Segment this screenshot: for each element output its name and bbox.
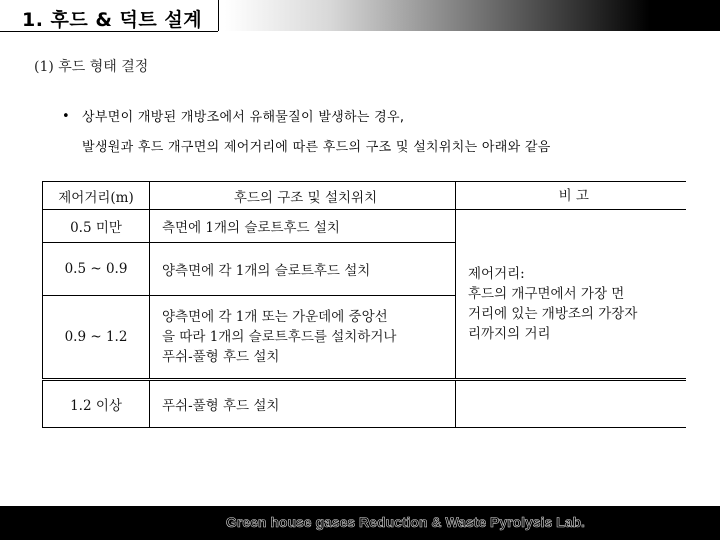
title-divider-vertical: [218, 0, 219, 31]
structure-cell: 양측면에 각 1개의 슬로트후드 설치: [150, 243, 456, 296]
distance-cell: 0.5 미만: [43, 210, 150, 243]
remark-line: 거리에 있는 개방조의 가장자: [468, 306, 638, 322]
section-heading: (1) 후드 형태 결정: [34, 59, 149, 75]
structure-cell: 푸쉬-풀형 후드 설치: [150, 380, 456, 428]
remark-line: 리까지의 거리: [468, 326, 551, 342]
header-hood-structure: 후드의 구조 및 설치위치: [150, 182, 456, 210]
table-row: [43, 210, 686, 243]
remarks-empty-cell: [456, 380, 686, 428]
remark-line: 후드의 개구면에서 가장 먼: [468, 286, 625, 302]
bullet-marker: •: [62, 109, 70, 124]
bullet-text-line-2: 발생원과 후드 개구면의 제어거리에 따른 후드의 구조 및 설치위치는 아래와 같음: [82, 140, 551, 155]
structure-line: 양측면에 각 1개 또는 가운데에 중앙선: [162, 309, 388, 325]
structure-cell: 측면에 1개의 슬로트후드 설치: [150, 210, 456, 243]
header-remarks: 비 고: [456, 182, 686, 210]
table-row: [43, 380, 686, 428]
structure-line: 을 따라 1개의 슬로트후드를 설치하거나: [162, 329, 397, 345]
header-control-distance: 제어거리(m): [43, 182, 150, 210]
distance-cell: 0.5 ~ 0.9: [43, 243, 150, 296]
footer-bar: [0, 506, 720, 540]
footer-lab-name: Green house gases Reduction & Waste Pyrolysis Lab.: [226, 514, 585, 530]
remarks-cell: [456, 210, 686, 380]
table-header-row: [43, 182, 686, 210]
hood-placement-table: [42, 181, 686, 428]
structure-line: 푸쉬-풀형 후드 설치: [162, 349, 280, 365]
title-divider-horizontal: [0, 31, 218, 32]
distance-cell: 0.9 ~ 1.2: [43, 296, 150, 380]
distance-cell: 1.2 이상: [43, 380, 150, 428]
bullet-text-line-1: 상부면이 개방된 개방조에서 유해물질이 발생하는 경우,: [82, 110, 405, 125]
structure-cell: [150, 296, 456, 380]
remark-line: 제어거리:: [468, 266, 525, 282]
page-title: 1. 후드 & 덕트 설계: [22, 9, 203, 31]
